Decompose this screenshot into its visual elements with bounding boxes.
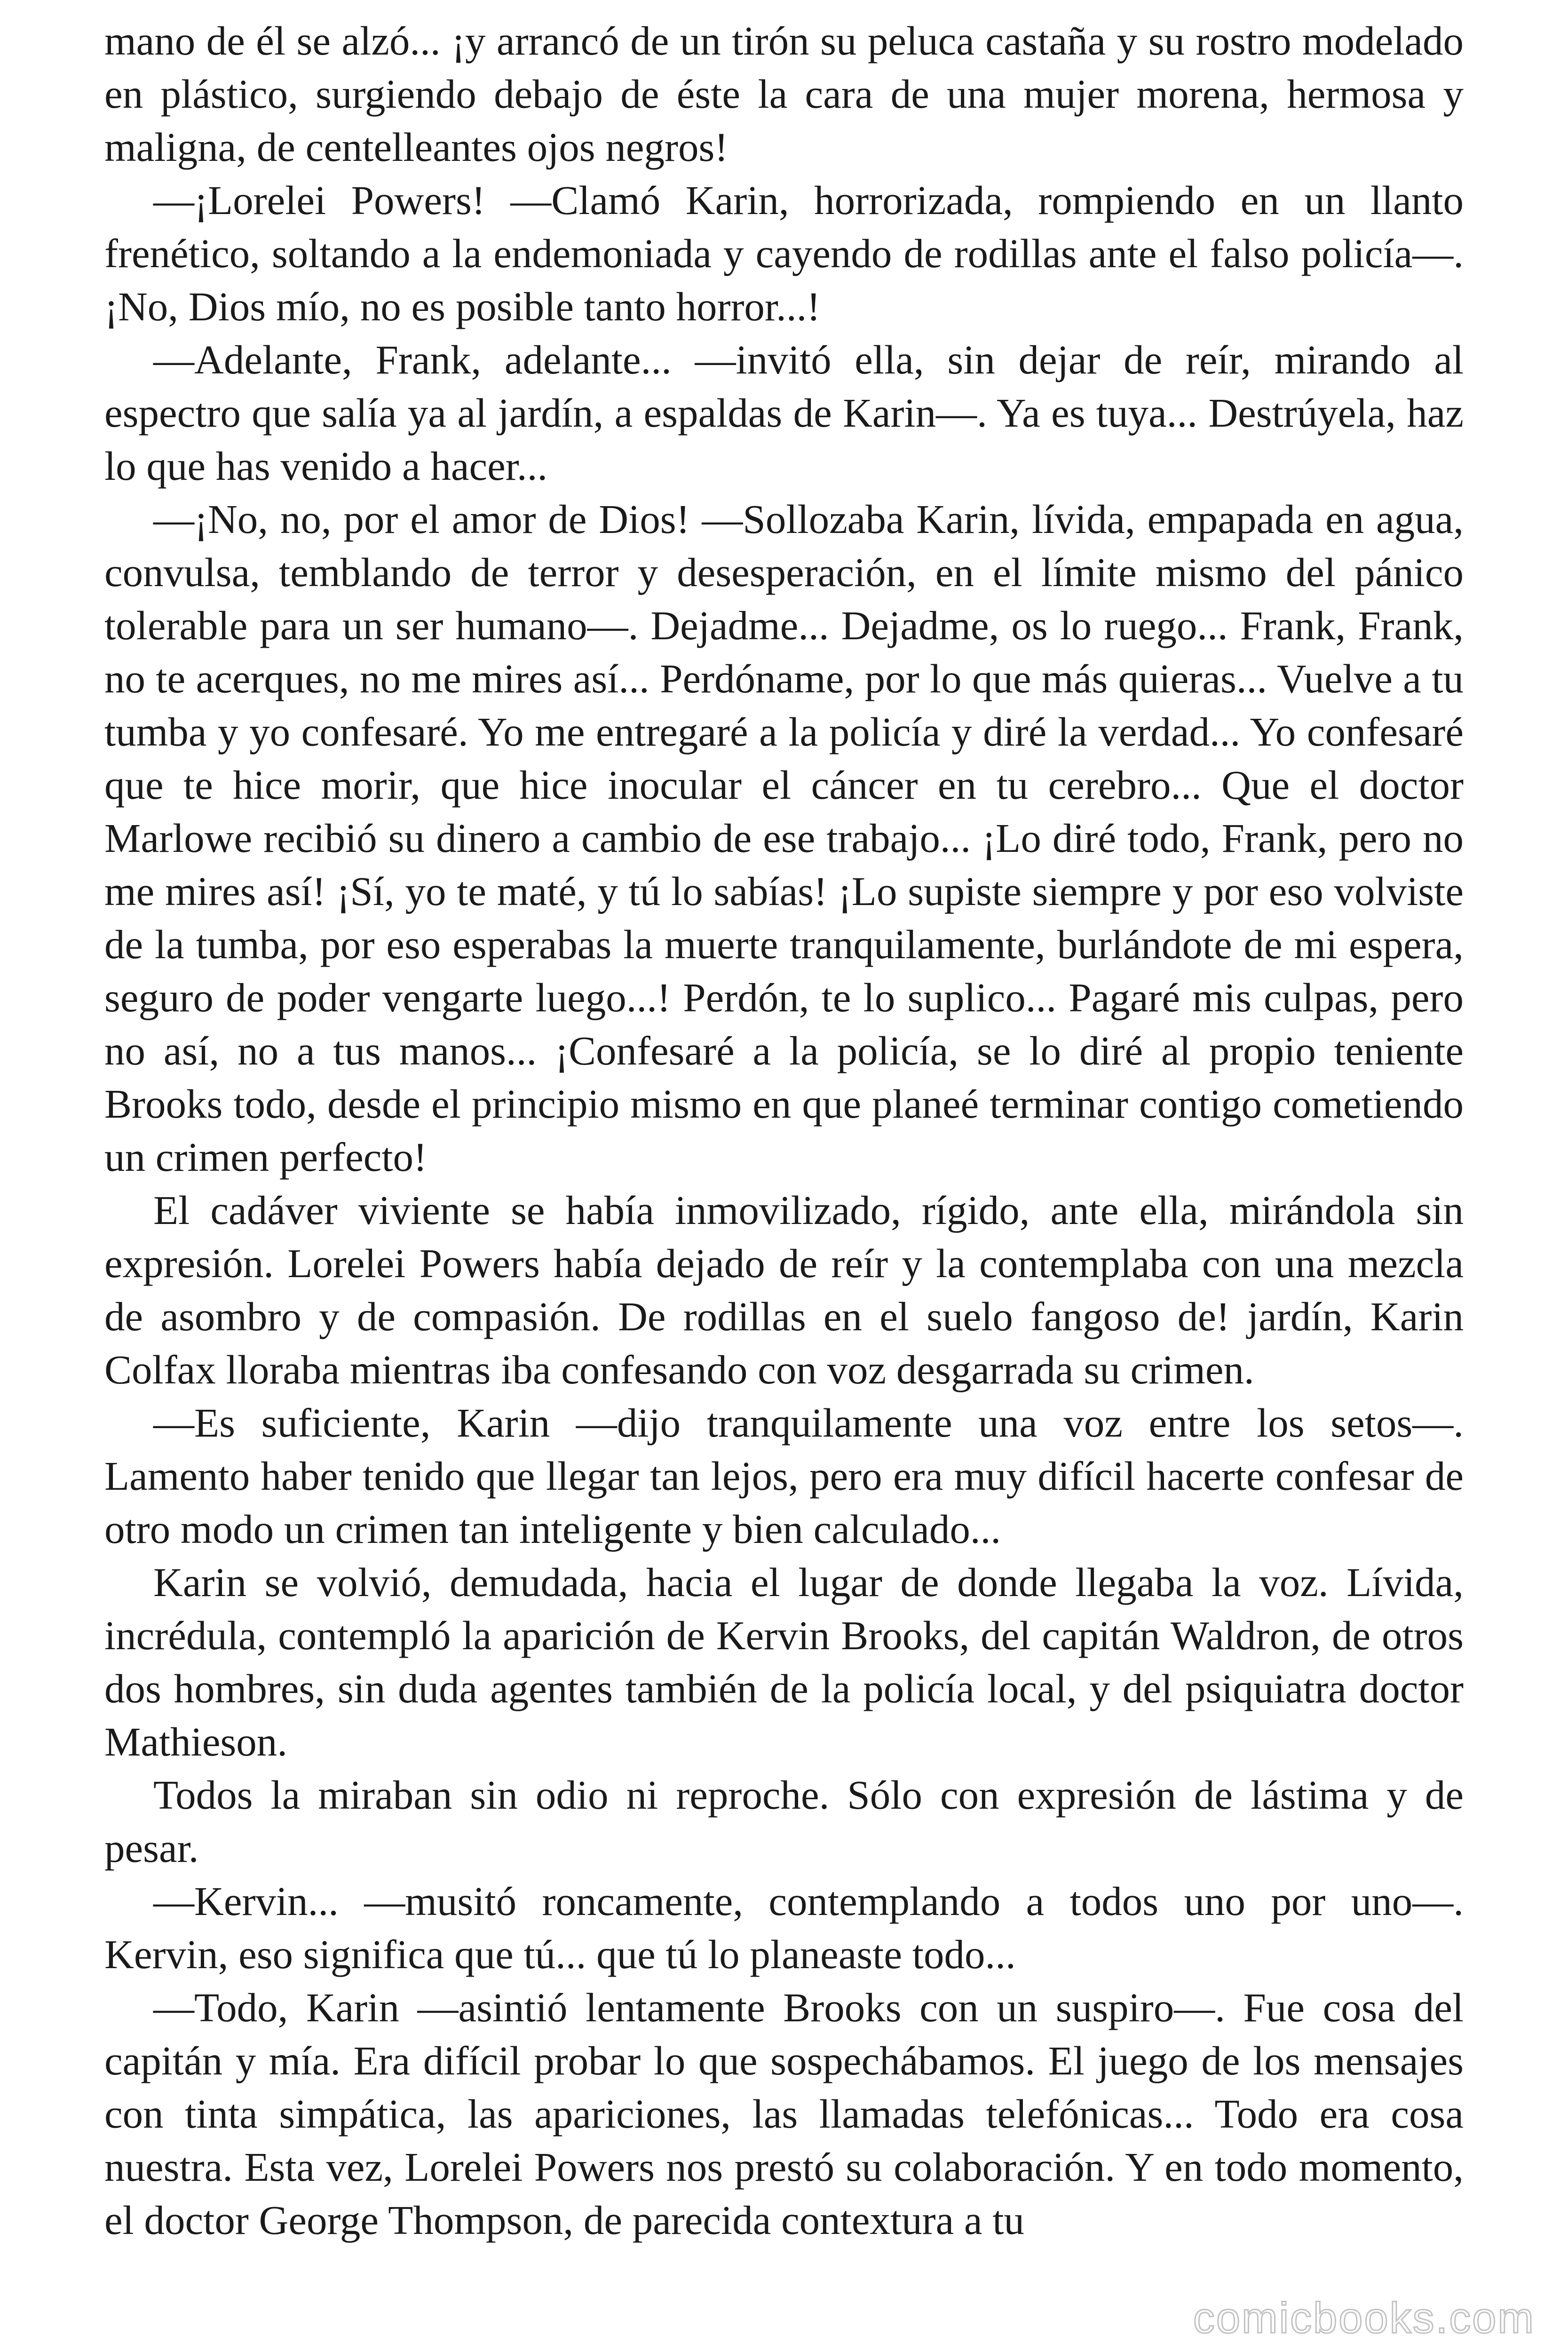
paragraph-6: —Es suficiente, Karin —dijo tranquilamente una voz entre los setos—. Lamento haber tenido que llegar tan lejos, pero era muy difícil hacerte confesar de otro modo un crimen tan inteligente y bien calculado...	[104, 1400, 1464, 1552]
paragraph-7: Karin se volvió, demudada, hacia el lugar de donde llegaba la voz. Lívida, incrédula, contempló la aparición de Kervin Brooks, del capitán Waldron, de otros dos hombres, sin duda agentes también de la policía local, y del psiquiatra doctor Mathieson.	[104, 1559, 1464, 1764]
paragraph-8: Todos la miraban sin odio ni reproche. Sólo con expresión de lástima y de pesar.	[104, 1772, 1464, 1871]
watermark: comicbooks.com	[1193, 2294, 1535, 2342]
paragraph-1: mano de él se alzó... ¡y arrancó de un tirón su peluca castaña y su rostro modelado en plástico, surgiendo debajo de éste la cara de una mujer morena, hermosa y maligna, de centelleantes ojos negros!	[104, 18, 1464, 170]
paragraph-10: —Todo, Karin —asintió lentamente Brooks con un suspiro—. Fue cosa del capitán y mía. Era difícil probar lo que sospechábamos. El juego de los mensajes con tinta simpática, las apariciones, las llamadas telefónicas... Todo era cosa nuestra. Esta vez, Lorelei Powers nos prestó su colaboración. Y en todo momento, el doctor George Thompson, de parecida contextura a tu	[104, 1985, 1464, 2243]
paragraph-3: —Adelante, Frank, adelante... —invitó ella, sin dejar de reír, mirando al espectro que salía ya al jardín, a espaldas de Karin—. Ya es tuya... Destrúyela, haz lo que has venido a hacer...	[104, 337, 1464, 489]
paragraph-9: —Kervin... —musitó roncamente, contemplando a todos uno por uno—. Kervin, eso significa que tú... que tú lo planeaste todo...	[104, 1878, 1464, 1977]
paragraph-4: —¡No, no, por el amor de Dios! —Sollozaba Karin, lívida, empapada en agua, convulsa, temblando de terror y desesperación, en el límite mismo del pánico tolerable para un ser humano—. Dejadme... Dejadme, os lo ruego... Frank, Frank, no te acerques, no me mires así... Perdóname, por lo que más quieras... Vuelve a tu tumba y yo confesaré. Yo me entregaré a la policía y diré la verdad... Yo confesaré que te hice morir, que hice inocular el cáncer en tu cerebro... Que el doctor Marlowe recibió su dinero a cambio de ese trabajo... ¡Lo diré todo, Frank, pero no me mires así! ¡Sí, yo te maté, y tú lo sabías! ¡Lo supiste siempre y por eso volviste de la tumba, por eso esperabas la muerte tranquilamente, burlándote de mi espera, seguro de poder vengarte luego...! Perdón, te lo suplico... Pagaré mis culpas, pero no así, no a tus manos... ¡Confesaré a la policía, se lo diré al propio teniente Brooks todo, desde el principio mismo en que planeé terminar contigo cometiendo un crimen perfecto!	[104, 496, 1464, 1180]
book-page	[104, 14, 1464, 2333]
paragraph-2: —¡Lorelei Powers! —Clamó Karin, horrorizada, rompiendo en un llanto frenético, soltando a la endemoniada y cayendo de rodillas ante el falso policía—. ¡No, Dios mío, no es posible tanto horror...!	[104, 177, 1464, 329]
paragraph-5: El cadáver viviente se había inmovilizado, rígido, ante ella, mirándola sin expresión. Lorelei Powers había dejado de reír y la contemplaba con una mezcla de asombro y de compasión. De rodillas en el suelo fangoso de! jardín, Karin Colfax lloraba mientras iba confesando con voz desgarrada su crimen.	[104, 1187, 1464, 1392]
